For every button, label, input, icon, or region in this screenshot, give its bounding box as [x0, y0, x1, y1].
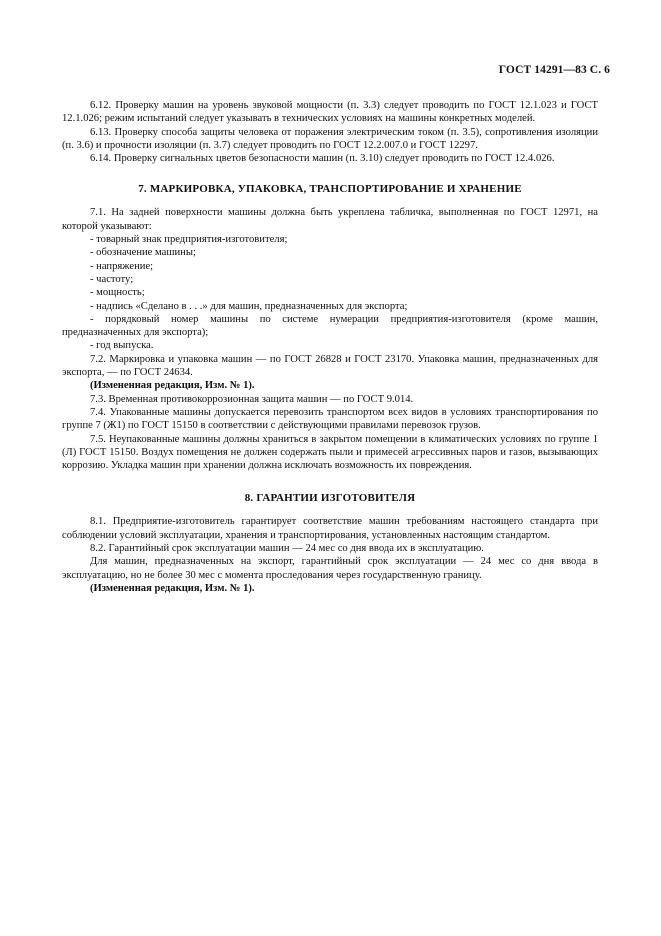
paragraph-7-5: 7.5. Неупакованные машины должны храниться в закрытом помещении в климатических условиях по группе 1 (Л) ГОСТ 15150. Воздух помещения не должен содержать пыли и примесей агрессивных паров и газов, вызывающих коррозию. Укладка машин при хранении должна исключать возможность их повреждения.	[62, 433, 598, 472]
list-item: - надпись «Сделано в . . .» для машин, предназначенных для экспорта;	[90, 300, 408, 312]
paragraph-6-12: 6.12. Проверку машин на уровень звуковой мощности (п. 3.3) следует проводить по ГОСТ 12.1.023 и ГОСТ 12.1.026; режим испытаний следует указывать в технических условиях на машины конкретных моделей.	[62, 100, 598, 125]
paragraph-7-1: 7.1. На задней поверхности машины должна быть укреплена табличка, выполненная по ГОСТ 12971, на которой указывают:	[62, 207, 598, 232]
list-item: - обозначение машины;	[90, 247, 196, 259]
section-8-title: 8. ГАРАНТИИ ИЗГОТОВИТЕЛЯ	[244, 492, 416, 505]
paragraph-7-2: 7.2. Маркировка и упаковка машин — по ГОСТ 26828 и ГОСТ 23170. Упаковка машин, предназначенных для экспорта, — по ГОСТ 24634.	[62, 353, 598, 379]
list-item: - год выпуска.	[90, 340, 154, 352]
amendment-note: (Измененная редакция, Изм. № 1).	[90, 582, 255, 594]
list-item: - порядковый номер машины по системе нумерации предприятия-изготовителя (кроме машин, предназначенных для экспорта);	[62, 313, 598, 339]
paragraph-7-4: 7.4. Упакованные машины допускается перевозить транспортом всех видов в условиях транспортирования по группе 7 (Ж1) по ГОСТ 15150 в соответствии с действующими правилами перевозок грузов.	[62, 406, 598, 432]
paragraph-8-2-export: Для машин, предназначенных на экспорт, гарантийный срок эксплуатации — 24 мес со дня ввода в эксплуатацию, но не более 30 мес с момента проследования через государственную границу.	[62, 556, 598, 581]
list-item: - напряжение;	[90, 260, 154, 272]
amendment-note: (Измененная редакция, Изм. № 1).	[90, 380, 255, 392]
paragraph-7-3: 7.3. Временная противокоррозионная защита машин — по ГОСТ 9.014.	[90, 393, 414, 405]
paragraph-6-14: 6.14. Проверку сигнальных цветов безопасности машин (п. 3.10) следует проводить по ГОСТ 12.4.026.	[90, 153, 555, 165]
page-header: ГОСТ 14291—83 С. 6	[498, 64, 610, 76]
paragraph-8-1: 8.1. Предприятие-изготовитель гарантирует соответствие машин требованиям настоящего стандарта при соблюдении условий эксплуатации, хранения и транспортирования, установленных настоящим стандартом.	[62, 516, 598, 541]
list-item: - частоту;	[90, 273, 134, 285]
section-7-title: 7. МАРКИРОВКА, УПАКОВКА, ТРАНСПОРТИРОВАНИЕ И ХРАНЕНИЕ	[138, 183, 522, 196]
paragraph-8-2: 8.2. Гарантийный срок эксплуатации машин — 24 мес со дня ввода их в эксплуатацию.	[90, 543, 484, 555]
list-item: - мощность;	[90, 287, 145, 299]
document-body	[62, 99, 598, 595]
paragraph-6-13: 6.13. Проверку способа защиты человека от поражения электрическим током (п. 3.5), сопротивления изоляции (п. 3.6) и прочности изоляции (п. 3.7) следует проводить по ГОСТ 12.2.007.0 и ГОСТ 12297.	[62, 126, 598, 151]
list-item: - товарный знак предприятия-изготовителя;	[90, 234, 288, 246]
